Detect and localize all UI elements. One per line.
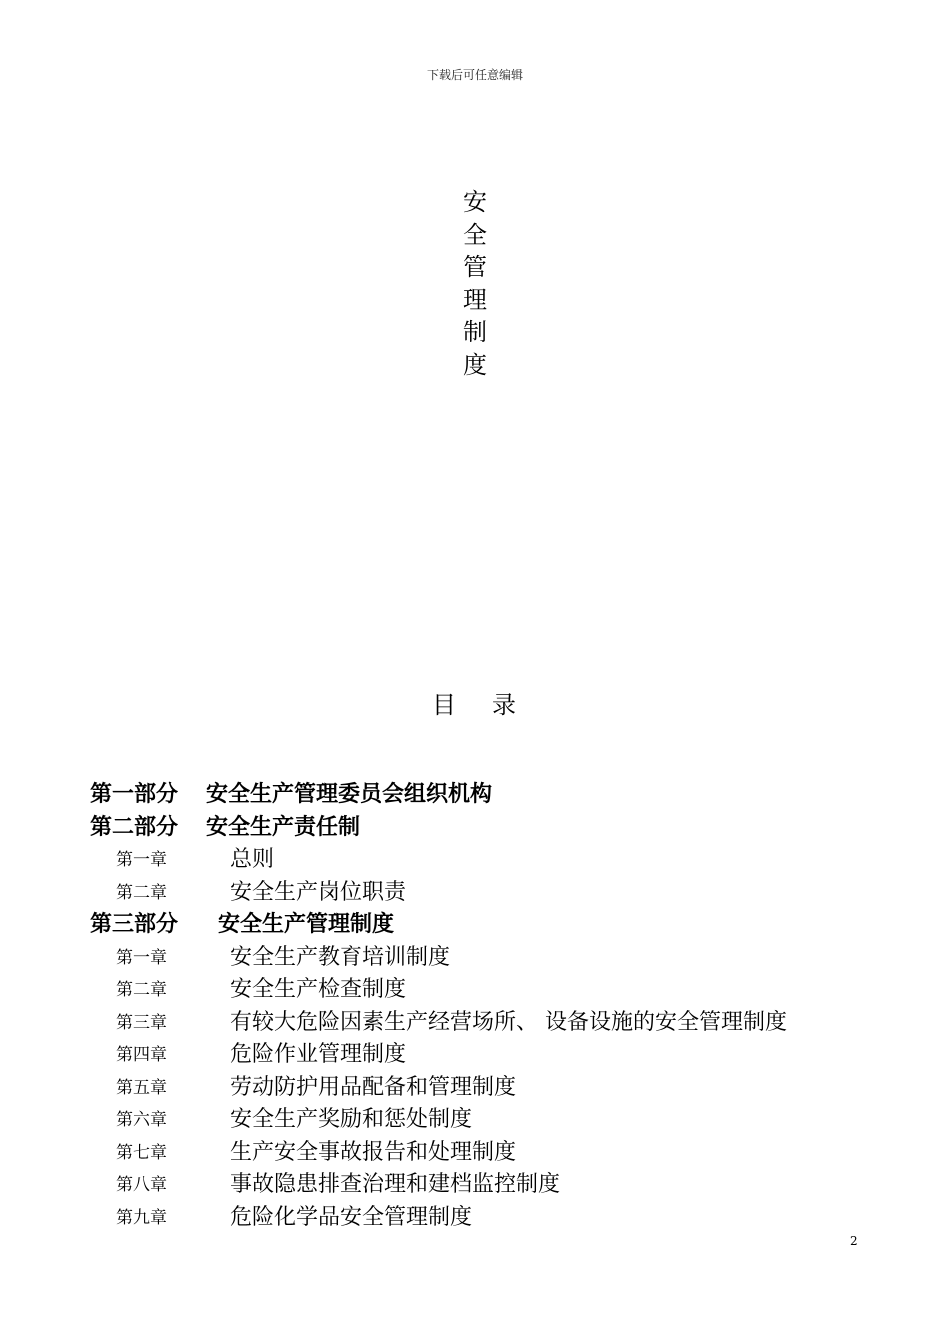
toc-chapter <box>0 1104 950 1137</box>
header-note: 下载后可任意编辑 <box>426 68 523 82</box>
toc-chapter-title: 有较大危险因素生产经营场所、 设备设施的安全管理制度 <box>230 1009 787 1035</box>
toc-chapter-title: 安全生产岗位职责 <box>230 879 407 905</box>
toc-chapter-number: 第五章 <box>116 1077 167 1098</box>
toc-chapter-number: 第二章 <box>116 980 167 1000</box>
toc-part-3 <box>0 909 950 942</box>
toc-chapter <box>0 942 950 975</box>
table-of-contents <box>0 779 950 1234</box>
toc-chapter-number: 第九章 <box>116 1207 167 1228</box>
toc-chapter <box>0 1072 950 1105</box>
toc-part-2 <box>0 812 950 845</box>
toc-chapter-number: 第八章 <box>116 1175 167 1195</box>
toc-part-1 <box>0 779 950 812</box>
toc-part-number: 第二部分 <box>90 814 179 840</box>
toc-chapter <box>0 1169 950 1202</box>
title-char: 制 <box>463 318 487 346</box>
toc-chapter <box>0 877 950 910</box>
toc-chapter <box>0 1202 950 1235</box>
toc-chapter <box>0 1137 950 1170</box>
title-char: 安 <box>463 188 487 216</box>
title-char: 管 <box>463 253 487 281</box>
toc-heading-char: 目 <box>432 691 456 719</box>
toc-chapter-number: 第三章 <box>116 1012 167 1033</box>
toc-chapter-title: 总则 <box>230 847 275 872</box>
toc-part-number: 第一部分 <box>90 782 179 807</box>
toc-chapter-title: 安全生产检查制度 <box>230 977 407 1002</box>
title-char: 理 <box>463 285 487 314</box>
toc-chapter-title: 危险化学品安全管理制度 <box>230 1204 473 1230</box>
document-title <box>459 186 491 381</box>
toc-chapter <box>0 1007 950 1040</box>
toc-chapter <box>0 974 950 1007</box>
toc-chapter-title: 危险作业管理制度 <box>230 1042 407 1067</box>
toc-part-title: 安全生产管理制度 <box>218 912 395 937</box>
toc-chapter-title: 安全生产教育培训制度 <box>230 944 451 970</box>
toc-part-title: 安全生产责任制 <box>206 814 361 840</box>
title-char: 全 <box>463 220 487 249</box>
page-number: 2 <box>850 1234 858 1248</box>
toc-heading <box>432 688 516 722</box>
toc-part-number: 第三部分 <box>90 912 179 937</box>
toc-chapter-title: 劳动防护用品配备和管理制度 <box>230 1074 517 1100</box>
toc-chapter <box>0 844 950 877</box>
toc-chapter-number: 第四章 <box>116 1045 167 1065</box>
toc-chapter-number: 第一章 <box>116 850 167 870</box>
toc-chapter-number: 第六章 <box>116 1110 167 1130</box>
toc-chapter-title: 安全生产奖励和惩处制度 <box>230 1107 473 1132</box>
title-char: 度 <box>463 350 487 379</box>
toc-chapter <box>0 1039 950 1072</box>
toc-chapter-title: 事故隐患排查治理和建档监控制度 <box>230 1172 561 1197</box>
toc-heading-char: 录 <box>492 691 516 719</box>
toc-part-title: 安全生产管理委员会组织机构 <box>206 782 493 807</box>
toc-chapter-number: 第七章 <box>116 1142 167 1163</box>
toc-chapter-number: 第一章 <box>116 947 167 968</box>
toc-chapter-title: 生产安全事故报告和处理制度 <box>230 1139 517 1165</box>
toc-chapter-number: 第二章 <box>116 882 167 903</box>
